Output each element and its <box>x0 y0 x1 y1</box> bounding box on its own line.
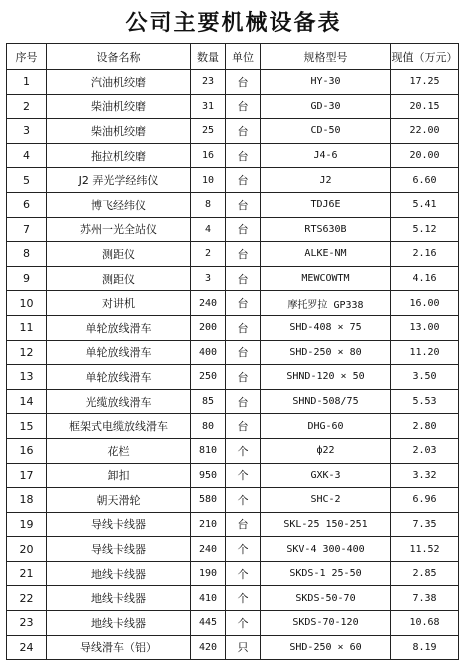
cell-spec-model: 摩托罗拉 GP338 <box>261 291 391 316</box>
cell-quantity: 410 <box>191 586 226 611</box>
table-body <box>7 70 459 660</box>
cell-spec-model: SHND-120 × 50 <box>261 365 391 390</box>
table-row <box>7 291 459 316</box>
cell-spec-model: ALKE-NM <box>261 242 391 267</box>
cell-unit: 台 <box>226 168 261 193</box>
cell-equipment-name: 花栏 <box>47 438 191 463</box>
table-row <box>7 168 459 193</box>
cell-equipment-name: 单轮放线滑车 <box>47 315 191 340</box>
cell-spec-model: GXK-3 <box>261 463 391 488</box>
header-spec-model: 规格型号 <box>261 44 391 70</box>
cell-spec-model: SHD-250 × 80 <box>261 340 391 365</box>
cell-unit: 台 <box>226 143 261 168</box>
cell-current-value: 4.16 <box>391 266 459 291</box>
cell-current-value: 2.16 <box>391 242 459 267</box>
cell-quantity: 950 <box>191 463 226 488</box>
cell-quantity: 580 <box>191 488 226 513</box>
page-title: 公司主要机械设备表 <box>125 11 342 36</box>
cell-spec-model: RTS630B <box>261 217 391 242</box>
table-row <box>7 217 459 242</box>
cell-quantity: 190 <box>191 561 226 586</box>
cell-quantity: 85 <box>191 389 226 414</box>
cell-equipment-name: 博飞经纬仪 <box>47 192 191 217</box>
cell-equipment-name: 对讲机 <box>47 291 191 316</box>
equipment-table <box>6 43 459 660</box>
cell-index: 8 <box>7 242 47 267</box>
cell-index: 15 <box>7 414 47 439</box>
table-header-row <box>7 44 459 70</box>
cell-quantity: 210 <box>191 512 226 537</box>
cell-index: 16 <box>7 438 47 463</box>
cell-current-value: 3.32 <box>391 463 459 488</box>
cell-current-value: 13.00 <box>391 315 459 340</box>
cell-equipment-name: 测距仪 <box>47 242 191 267</box>
cell-index: 21 <box>7 561 47 586</box>
cell-unit: 台 <box>226 192 261 217</box>
cell-spec-model: J2 <box>261 168 391 193</box>
cell-unit: 台 <box>226 512 261 537</box>
header-current-value: 现值（万元） <box>391 44 459 70</box>
cell-equipment-name: J2 弄光学经纬仪 <box>47 168 191 193</box>
cell-quantity: 810 <box>191 438 226 463</box>
cell-index: 22 <box>7 586 47 611</box>
cell-spec-model: SKV-4 300-400 <box>261 537 391 562</box>
cell-quantity: 400 <box>191 340 226 365</box>
cell-quantity: 31 <box>191 94 226 119</box>
cell-spec-model: ф22 <box>261 438 391 463</box>
table-row <box>7 70 459 95</box>
cell-equipment-name: 汽油机绞磨 <box>47 70 191 95</box>
cell-equipment-name: 单轮放线滑车 <box>47 340 191 365</box>
cell-current-value: 16.00 <box>391 291 459 316</box>
table-row <box>7 266 459 291</box>
cell-equipment-name: 单轮放线滑车 <box>47 365 191 390</box>
table-row <box>7 143 459 168</box>
cell-quantity: 25 <box>191 119 226 144</box>
cell-quantity: 200 <box>191 315 226 340</box>
table-row <box>7 512 459 537</box>
cell-quantity: 8 <box>191 192 226 217</box>
cell-quantity: 3 <box>191 266 226 291</box>
cell-spec-model: HY-30 <box>261 70 391 95</box>
cell-spec-model: SHND-508/75 <box>261 389 391 414</box>
cell-current-value: 10.68 <box>391 611 459 636</box>
table-row <box>7 561 459 586</box>
cell-quantity: 250 <box>191 365 226 390</box>
cell-equipment-name: 柴油机绞磨 <box>47 119 191 144</box>
cell-current-value: 5.41 <box>391 192 459 217</box>
cell-index: 9 <box>7 266 47 291</box>
cell-index: 24 <box>7 635 47 660</box>
cell-spec-model: SKDS-70-120 <box>261 611 391 636</box>
cell-current-value: 7.35 <box>391 512 459 537</box>
table-row <box>7 340 459 365</box>
cell-index: 13 <box>7 365 47 390</box>
table-row <box>7 611 459 636</box>
cell-equipment-name: 柴油机绞磨 <box>47 94 191 119</box>
cell-current-value: 5.12 <box>391 217 459 242</box>
cell-spec-model: J4-6 <box>261 143 391 168</box>
cell-current-value: 8.19 <box>391 635 459 660</box>
cell-current-value: 6.60 <box>391 168 459 193</box>
cell-spec-model: CD-50 <box>261 119 391 144</box>
table-row <box>7 94 459 119</box>
header-quantity: 数量 <box>191 44 226 70</box>
cell-spec-model: GD-30 <box>261 94 391 119</box>
table-row <box>7 438 459 463</box>
cell-equipment-name: 框架式电缆放线滑车 <box>47 414 191 439</box>
cell-index: 17 <box>7 463 47 488</box>
table-row <box>7 315 459 340</box>
cell-unit: 台 <box>226 217 261 242</box>
table-row <box>7 119 459 144</box>
cell-current-value: 5.53 <box>391 389 459 414</box>
cell-quantity: 10 <box>191 168 226 193</box>
cell-equipment-name: 地线卡线器 <box>47 586 191 611</box>
cell-index: 3 <box>7 119 47 144</box>
cell-equipment-name: 导线卡线器 <box>47 537 191 562</box>
table-row <box>7 414 459 439</box>
cell-index: 7 <box>7 217 47 242</box>
cell-spec-model: SHD-250 × 60 <box>261 635 391 660</box>
cell-equipment-name: 卸扣 <box>47 463 191 488</box>
cell-unit: 个 <box>226 611 261 636</box>
cell-quantity: 4 <box>191 217 226 242</box>
cell-spec-model: MEWCOWTM <box>261 266 391 291</box>
cell-spec-model: SKDS-50-70 <box>261 586 391 611</box>
cell-equipment-name: 地线卡线器 <box>47 561 191 586</box>
cell-index: 1 <box>7 70 47 95</box>
cell-index: 19 <box>7 512 47 537</box>
cell-unit: 个 <box>226 463 261 488</box>
cell-unit: 台 <box>226 242 261 267</box>
cell-current-value: 6.96 <box>391 488 459 513</box>
cell-quantity: 2 <box>191 242 226 267</box>
cell-unit: 台 <box>226 414 261 439</box>
cell-quantity: 445 <box>191 611 226 636</box>
cell-equipment-name: 导线滑车（铝） <box>47 635 191 660</box>
header-equipment-name: 设备名称 <box>47 44 191 70</box>
table-row <box>7 586 459 611</box>
cell-spec-model: SKL-25 150-251 <box>261 512 391 537</box>
cell-unit: 台 <box>226 70 261 95</box>
cell-index: 12 <box>7 340 47 365</box>
table-row <box>7 389 459 414</box>
cell-index: 10 <box>7 291 47 316</box>
cell-equipment-name: 苏州一光全站仪 <box>47 217 191 242</box>
cell-spec-model: TDJ6E <box>261 192 391 217</box>
cell-equipment-name: 导线卡线器 <box>47 512 191 537</box>
cell-equipment-name: 朝天滑轮 <box>47 488 191 513</box>
cell-equipment-name: 拖拉机绞磨 <box>47 143 191 168</box>
table-row <box>7 463 459 488</box>
table-row <box>7 635 459 660</box>
table-row <box>7 242 459 267</box>
cell-current-value: 2.85 <box>391 561 459 586</box>
cell-current-value: 11.52 <box>391 537 459 562</box>
cell-equipment-name: 测距仪 <box>47 266 191 291</box>
cell-current-value: 20.00 <box>391 143 459 168</box>
cell-current-value: 22.00 <box>391 119 459 144</box>
cell-current-value: 2.80 <box>391 414 459 439</box>
cell-unit: 台 <box>226 119 261 144</box>
cell-quantity: 240 <box>191 291 226 316</box>
cell-unit: 台 <box>226 389 261 414</box>
cell-current-value: 3.50 <box>391 365 459 390</box>
cell-index: 5 <box>7 168 47 193</box>
cell-spec-model: SKDS-1 25-50 <box>261 561 391 586</box>
header-index: 序号 <box>7 44 47 70</box>
cell-quantity: 23 <box>191 70 226 95</box>
cell-index: 20 <box>7 537 47 562</box>
cell-current-value: 17.25 <box>391 70 459 95</box>
table-row <box>7 192 459 217</box>
cell-spec-model: SHD-408 × 75 <box>261 315 391 340</box>
cell-spec-model: DHG-60 <box>261 414 391 439</box>
cell-index: 14 <box>7 389 47 414</box>
cell-current-value: 7.38 <box>391 586 459 611</box>
cell-quantity: 16 <box>191 143 226 168</box>
cell-unit: 台 <box>226 291 261 316</box>
cell-quantity: 420 <box>191 635 226 660</box>
cell-quantity: 80 <box>191 414 226 439</box>
cell-index: 2 <box>7 94 47 119</box>
header-unit: 单位 <box>226 44 261 70</box>
cell-current-value: 2.03 <box>391 438 459 463</box>
table-row <box>7 488 459 513</box>
cell-unit: 个 <box>226 488 261 513</box>
cell-quantity: 240 <box>191 537 226 562</box>
cell-unit: 台 <box>226 340 261 365</box>
cell-current-value: 20.15 <box>391 94 459 119</box>
cell-unit: 只 <box>226 635 261 660</box>
cell-unit: 台 <box>226 266 261 291</box>
cell-unit: 台 <box>226 365 261 390</box>
cell-unit: 台 <box>226 315 261 340</box>
cell-unit: 个 <box>226 561 261 586</box>
cell-index: 4 <box>7 143 47 168</box>
table-row <box>7 537 459 562</box>
cell-unit: 台 <box>226 94 261 119</box>
cell-unit: 个 <box>226 537 261 562</box>
cell-equipment-name: 光缆放线滑车 <box>47 389 191 414</box>
cell-index: 6 <box>7 192 47 217</box>
cell-spec-model: SHC-2 <box>261 488 391 513</box>
table-row <box>7 365 459 390</box>
cell-equipment-name: 地线卡线器 <box>47 611 191 636</box>
cell-current-value: 11.20 <box>391 340 459 365</box>
cell-index: 18 <box>7 488 47 513</box>
cell-unit: 个 <box>226 586 261 611</box>
cell-index: 23 <box>7 611 47 636</box>
cell-index: 11 <box>7 315 47 340</box>
cell-unit: 个 <box>226 438 261 463</box>
